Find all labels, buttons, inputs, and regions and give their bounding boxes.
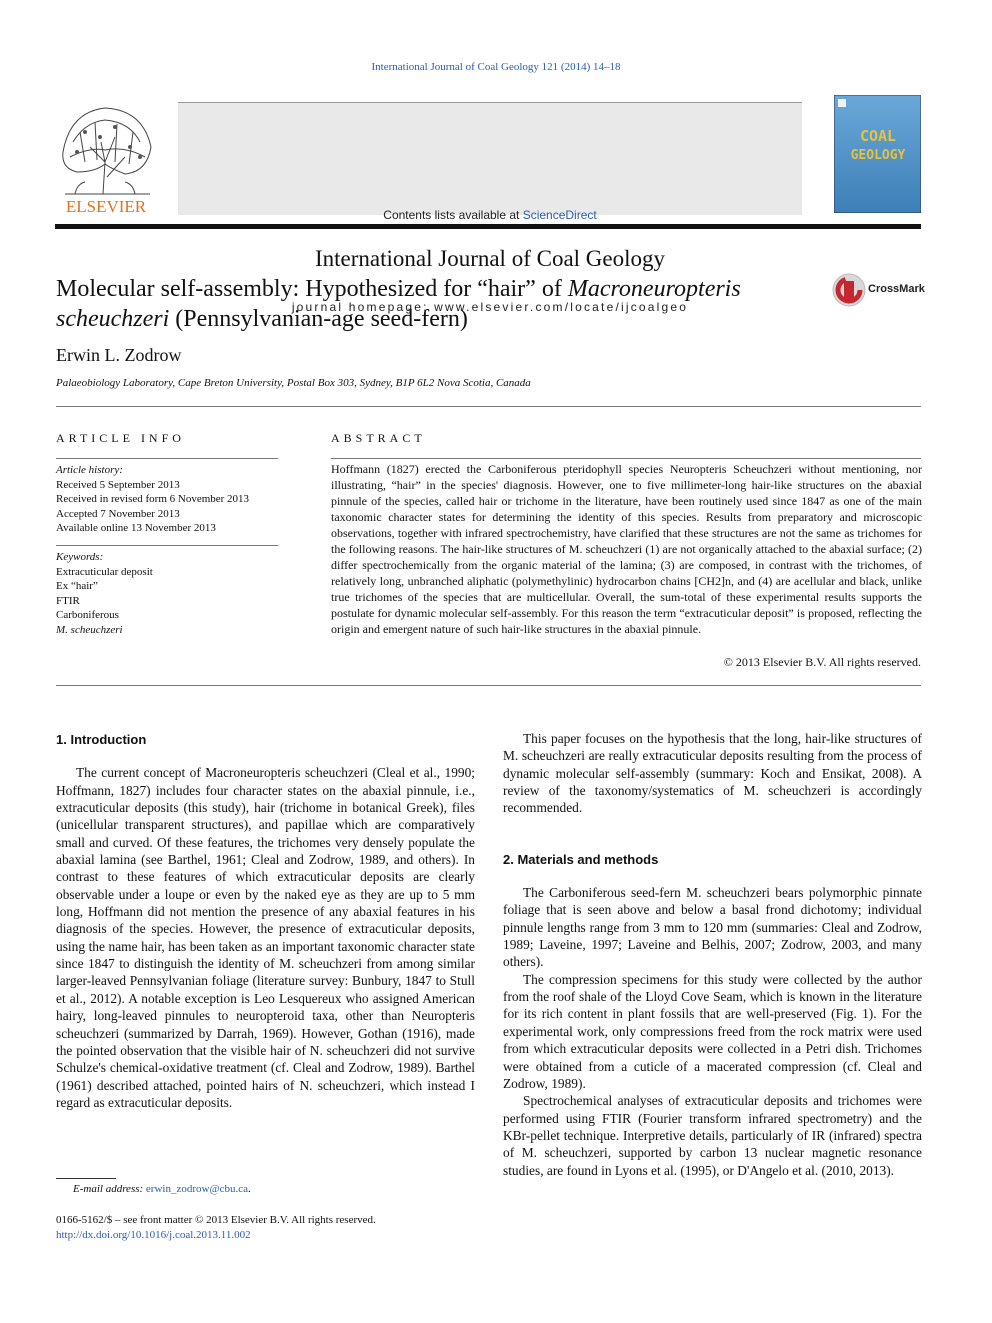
elsevier-tree-icon	[55, 102, 158, 216]
section-heading-methods: 2. Materials and methods	[503, 851, 659, 867]
email-link[interactable]: erwin_zodrow@cbu.ca	[145, 1183, 248, 1195]
svg-text:GEOLOGY: GEOLOGY	[850, 148, 906, 163]
intro-paragraph: The current concept of Macroneuropteris scheuchzeri (Cleal et al., 1990; Hoffmann, 1827) includes four character states on the abaxial pinnule, i.e., extracuticular deposits (this study), hair (trichome in botanical Greek), files (unicellular transparent structures), and papillae which are comparatively small and curved. Of these features, the trichomes very densely populate the abaxial lamina (see Barthel, 1961; Cleal and Zodrow, 1989, and others). In contrast to these features of which extracuticular deposits are clearly observable under a loupe or even by the naked eye as they are up to 5 mm long, Hoffmann did not mention the presence of any abaxial features in his diagnosis of the species. However, the presence of extracuticular deposits, using the name hair, has been taken as an important taxonomic character state since 1847 to distinguish the identity of M. scheuchzeri from among similar larger-leaved Pennsylvanian foliage (literature survey: Bunbury, 1847 to Stull et al., 2012). A notable exception is Leo Lesquereux who assigned American hairy, long-leaved pinnules to neuropteroid taxa, other than Neuropteris scheuchzeri (summarized by Darrah, 1969). However, Gothan (1916), made the pointed observation that the visible hair of N. scheuchzeri did not survive Schulze's chemical-oxidative treatment (cf. Cleal and Zodrow, 1989). Barthel (1961) described attached, pointed hairs of N. scheuchzeri, which instead I regard as extracuticular deposits.	[56, 765, 475, 1110]
journal-homepage[interactable]: journal homepage: www.elsevier.com/locate/ijcoalgeo	[291, 300, 689, 314]
history-label: Article history:	[56, 464, 123, 476]
keyword: Ex “hair”	[56, 580, 98, 592]
front-matter	[56, 1213, 376, 1243]
methods-paragraph: Spectrochemical analyses of extracuticular deposits and trichomes were performed using FTIR (Fourier transform infrared spectrometry) and the KBr-pellet technique. Interpretive details, particularly of IR (infrared) spectra of M. scheuchzeri, supported by carbon 13 nuclear magnetic resonance studies, are found in Lyons et al. (1995), or D'Angelo et al. (2010, 2013).	[503, 1093, 922, 1178]
footnote-email: E-mail address: erwin_zodrow@cbu.ca.	[73, 1183, 251, 1195]
right-column	[503, 730, 922, 1179]
divider	[56, 685, 921, 686]
svg-text:COAL: COAL	[859, 127, 897, 145]
keyword: Carboniferous	[56, 609, 119, 621]
journal-cover-thumbnail[interactable]	[834, 95, 921, 213]
article-info-heading: ARTICLE INFO	[56, 431, 185, 445]
divider	[56, 458, 278, 459]
elsevier-logo[interactable]	[55, 102, 158, 216]
keywords-label: Keywords:	[56, 551, 104, 563]
abstract-text: Hoffmann (1827) erected the Carboniferous pteridophyll species Neuropteris Scheuchzeri without mentioning, nor illustrating, “hair” in the species' diagnosis. However, one to five millimeter-long hair-like structures on the abaxial pinnule of the species, called hair or trichome in the literature, have been routinely used since 1847 as one of the main taxonomic character states for determining the identity of this species. Results from preparatory and microscopic observations, together with infrared spectrochemistry, have clarified that these structures are not the same as trichomes for the following reasons. The hair-like structures of M. scheuchzeri (1) are not organically attached to the abaxial surface; (2) differ spectrochemically from the organic material of the lamina; (3) are composed, in contrast with the trichomes, of relatively long, unbranched aliphatic (polymethylinic) hydrocarbon chains [CH2]n, and (4) are acellular and black, unlike true trichomes of the species that are multicellular. Overall, the sum-total of these experimental results supports the postulate for dynamic molecular self-assembly. For this reason the term “extracuticular deposit” is proposed, reflecting the origin and emergent nature of such hair-like structures in the abaxial pinnule.	[331, 462, 922, 636]
keywords	[56, 550, 278, 637]
methods-paragraph: The compression specimens for this study were collected by the author from the roof shale of the Lloyd Cove Seam, which is known in the literature for its rich content in plant fossils that are well-preserved (Fig. 1). For the experimental work, only compressions freed from the rock matrix were used from which extracuticular deposits were collected in a Petri dish. Trichomes were obtained from a cuticle of a macerated compression (cf. Cleal and Zodrow, 1989).	[503, 971, 922, 1091]
keyword: Extracuticular deposit	[56, 565, 153, 578]
focus-paragraph: This paper focuses on the hypothesis that the long, hair-like structures of M. scheuchzeri are really extracuticular deposits resulting from the process of dynamic molecular self-assembly (summary: Koch and Ensikat, 2008). A review of the taxonomy/systematics of M. scheuchzeri is accordingly recommended.	[503, 731, 922, 816]
doi-link[interactable]: http://dx.doi.org/10.1016/j.coal.2013.11.002	[56, 1229, 251, 1241]
history-received: Received 5 September 2013	[56, 478, 180, 491]
history-accepted: Accepted 7 November 2013	[56, 507, 180, 520]
author-name: Erwin L. Zodrow	[56, 345, 182, 365]
history-online: Available online 13 November 2013	[56, 522, 216, 534]
crossmark-label: CrossMark	[868, 283, 925, 295]
article-title: Molecular self-assembly: Hypothesized for “hair” of Macroneuropteris scheuchzeri (Pennsylvanian-age seed-fern)	[56, 276, 741, 332]
keyword: M. scheuchzeri	[56, 623, 123, 636]
divider	[56, 406, 921, 407]
footnote-rule	[56, 1178, 116, 1179]
crossmark-icon	[831, 272, 867, 308]
contents-prefix: Contents lists available at	[383, 208, 523, 222]
abstract-heading: ABSTRACT	[331, 431, 426, 445]
methods-paragraph: The Carboniferous seed-fern M. scheuchzeri bears polymorphic pinnate foliage that is seen above and below a basal frond dichotomy; individual pinnule lengths range from 3 mm to 120 mm (summaries: Cleal and Zodrow, 1989; Laveine, 1997; Laveine and Belhis, 2007; Zodrow, 2003, and many others).	[503, 885, 922, 970]
abstract-copyright: © 2013 Elsevier B.V. All rights reserved.	[723, 655, 921, 669]
sciencedirect-link[interactable]: ScienceDirect	[522, 208, 597, 222]
divider	[56, 545, 278, 546]
contents-line	[178, 208, 802, 222]
divider	[331, 458, 921, 459]
article-history	[56, 463, 278, 536]
keyword: FTIR	[56, 594, 80, 607]
history-revised: Received in revised form 6 November 2013	[56, 493, 250, 505]
elsevier-wordmark: ELSEVIER	[65, 197, 147, 216]
left-column	[56, 731, 475, 1111]
email-label: E-mail address:	[73, 1183, 146, 1195]
cover-image-icon	[834, 95, 921, 213]
author-affiliation: Palaeobiology Laboratory, Cape Breton University, Postal Box 303, Sydney, B1P 6L2 Nova Scotia, Canada	[56, 377, 531, 389]
crossmark-badge[interactable]	[831, 272, 931, 308]
journal-citation[interactable]: International Journal of Coal Geology 121 (2014) 14–18	[371, 61, 621, 73]
journal-title: International Journal of Coal Geology	[314, 246, 666, 271]
header-rule	[55, 224, 921, 229]
issn-line: 0166-5162/$ – see front matter © 2013 Elsevier B.V. All rights reserved.	[56, 1214, 376, 1226]
section-heading-introduction: 1. Introduction	[56, 732, 147, 747]
